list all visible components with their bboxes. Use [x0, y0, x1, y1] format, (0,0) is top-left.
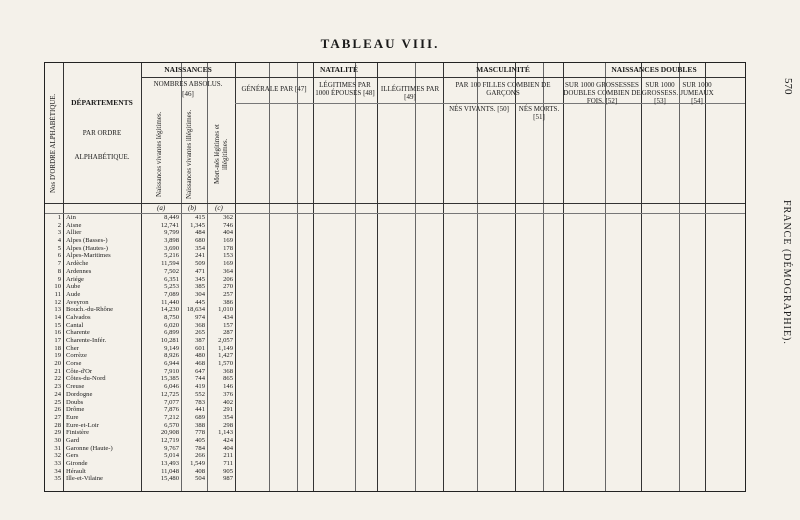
- row-departement: Gers: [66, 452, 79, 460]
- table-row: [45, 452, 745, 460]
- table-row: [45, 445, 745, 453]
- row-index: 18: [54, 344, 61, 352]
- row-index: 10: [54, 283, 61, 291]
- row-departement: Alpes (Basses-): [66, 237, 108, 245]
- row-vivants-legit: 5,216: [164, 252, 179, 260]
- row-vivants-illegit: 405: [195, 436, 205, 444]
- row-vivants-illegit: 1,549: [190, 460, 205, 467]
- row-morts-nes: 987: [223, 475, 233, 483]
- row-vivants-legit: 3,690: [164, 244, 179, 252]
- row-index: 8: [57, 267, 61, 275]
- row-vivants-legit: 12,741: [160, 221, 179, 229]
- table-row: [45, 345, 745, 353]
- row-index: 6: [57, 252, 61, 260]
- row-vivants-illegit: 509: [195, 260, 205, 268]
- row-index: 29: [54, 429, 61, 437]
- index-header: Nos D'ORDRE ALPHABÉTIQUE.: [49, 93, 57, 193]
- row-morts-nes: 178: [223, 244, 233, 252]
- sur-1000-label: SUR 1000 GROSSESSES DOUBLES COMBIEN DE FOIS. [52]: [563, 81, 641, 105]
- row-index: 4: [57, 237, 61, 245]
- row-index: 11: [54, 290, 61, 298]
- row-vivants-illegit: 468: [195, 360, 205, 368]
- row-departement: Charente-Infér.: [66, 337, 107, 344]
- row-vivants-illegit: 680: [195, 237, 205, 245]
- row-morts-nes: 364: [223, 267, 233, 275]
- row-index: 31: [54, 444, 61, 452]
- row-index: 20: [54, 360, 61, 368]
- row-morts-nes: 404: [223, 444, 233, 452]
- row-vivants-illegit: 601: [195, 344, 205, 352]
- row-departement: Cantal: [66, 321, 84, 329]
- alphabetique-label: ALPHABÉTIQUE.: [74, 153, 130, 161]
- row-vivants-legit: 14,230: [160, 306, 179, 314]
- row-vivants-legit: 5,014: [164, 452, 179, 460]
- row-departement: Alpes (Hautes-): [66, 244, 108, 252]
- row-index: 25: [54, 398, 61, 406]
- row-index: 32: [54, 452, 61, 460]
- table-row: [45, 260, 745, 268]
- row-departement: Drôme: [66, 406, 85, 414]
- row-morts-nes: 211: [223, 452, 233, 460]
- table-row: [45, 352, 745, 360]
- row-vivants-illegit: 471: [195, 267, 205, 275]
- row-morts-nes: 206: [223, 275, 233, 283]
- row-morts-nes: 865: [223, 375, 233, 383]
- row-vivants-illegit: 504: [195, 475, 205, 483]
- table-row: [45, 299, 745, 307]
- row-vivants-illegit: 368: [195, 321, 205, 329]
- row-vivants-illegit: 385: [195, 283, 205, 291]
- table-row: [45, 383, 745, 391]
- row-vivants-legit: 6,351: [164, 275, 179, 283]
- row-vivants-legit: 7,212: [164, 413, 179, 421]
- row-morts-nes: 424: [223, 436, 233, 444]
- table-row: [45, 222, 745, 230]
- row-vivants-legit: 3,898: [164, 237, 179, 245]
- row-morts-nes: 257: [223, 290, 233, 298]
- row-vivants-legit: 7,077: [164, 398, 179, 406]
- row-departement: Ille-et-Vilaine: [66, 475, 103, 483]
- row-vivants-illegit: 783: [195, 398, 205, 406]
- row-morts-nes: 298: [223, 421, 233, 429]
- side-title: FRANCE (DÉMOGRAPHIE).: [781, 200, 792, 345]
- page-title: TABLEAU VIII.: [320, 36, 440, 51]
- page-number: 570: [782, 78, 794, 95]
- row-departement: Gironde: [66, 460, 88, 467]
- row-vivants-illegit: 388: [195, 421, 205, 429]
- row-morts-nes: 157: [223, 321, 233, 329]
- row-vivants-legit: 11,048: [161, 467, 179, 475]
- row-morts-nes: 1,143: [218, 429, 233, 437]
- table-row: [45, 306, 745, 314]
- row-vivants-legit: 15,385: [160, 375, 179, 383]
- row-index: 12: [54, 298, 61, 306]
- table-row: [45, 414, 745, 422]
- table-row: [45, 322, 745, 330]
- row-morts-nes: 402: [223, 398, 233, 406]
- row-departement: Aube: [66, 283, 81, 291]
- table-row: [45, 468, 745, 476]
- table-body: [45, 214, 745, 483]
- row-morts-nes: 270: [223, 283, 233, 291]
- table-row: [45, 429, 745, 437]
- row-morts-nes: 362: [223, 214, 233, 221]
- row-departement: Creuse: [66, 383, 85, 391]
- row-morts-nes: 354: [223, 413, 233, 421]
- row-vivants-illegit: 484: [195, 229, 205, 237]
- row-vivants-legit: 6,046: [164, 383, 179, 391]
- vivants-legit-label: Naissances vivantes légitimes.: [155, 111, 163, 197]
- table-row: [45, 391, 745, 399]
- row-departement: Allier: [66, 229, 82, 237]
- row-morts-nes: 1,570: [218, 360, 233, 368]
- table-row: [45, 268, 745, 276]
- row-vivants-illegit: 778: [195, 429, 205, 437]
- par-100-label: PAR 100 FILLES COMBIEN DE GARÇONS: [455, 81, 551, 97]
- table-row: [45, 460, 745, 468]
- morts-nes-label: Mort-nés légitimes et illégitimes.: [213, 124, 229, 184]
- row-vivants-illegit: 441: [195, 406, 205, 414]
- row-vivants-legit: 6,899: [164, 329, 179, 337]
- row-vivants-illegit: 387: [195, 337, 205, 344]
- row-vivants-legit: 6,944: [164, 360, 179, 368]
- row-index: 30: [54, 436, 61, 444]
- table-row: [45, 314, 745, 322]
- row-morts-nes: 711: [223, 460, 233, 467]
- masculinite-header: MASCULINITÉ: [476, 65, 530, 74]
- row-index: 7: [57, 260, 61, 268]
- row-vivants-illegit: 647: [195, 367, 205, 375]
- table-row: [45, 237, 745, 245]
- row-departement: Aisne: [66, 221, 82, 229]
- row-vivants-legit: 5,253: [164, 283, 179, 291]
- row-index: 23: [54, 383, 61, 391]
- row-index: 14: [54, 313, 61, 321]
- row-departement: Côte-d'Or: [66, 367, 93, 375]
- table-row: [45, 291, 745, 299]
- row-index: 28: [54, 421, 61, 429]
- row-vivants-illegit: 415: [195, 214, 205, 221]
- row-index: 22: [54, 375, 61, 383]
- row-morts-nes: 1,427: [218, 352, 233, 360]
- row-vivants-illegit: 241: [195, 252, 205, 260]
- row-vivants-legit: 20,908: [160, 429, 179, 437]
- row-index: 5: [57, 244, 61, 252]
- sur-1000-jumeaux-label: SUR 1000 JUMEAUX [54]: [680, 81, 714, 105]
- table-row: [45, 360, 745, 368]
- vivants-illegit-label: Naissances vivantes illégitimes.: [185, 109, 193, 199]
- row-departement: Dordogne: [66, 390, 93, 398]
- row-vivants-legit: 13,493: [160, 460, 179, 467]
- table-row: [45, 214, 745, 222]
- row-morts-nes: 404: [223, 229, 233, 237]
- row-departement: Gard: [66, 436, 80, 444]
- table-row: [45, 252, 745, 260]
- row-vivants-illegit: 552: [195, 390, 205, 398]
- row-morts-nes: 376: [223, 390, 233, 398]
- row-vivants-illegit: 1,345: [190, 221, 205, 229]
- row-vivants-illegit: 744: [195, 375, 205, 383]
- row-index: 1: [57, 214, 61, 221]
- row-vivants-legit: 8,926: [164, 352, 179, 360]
- row-vivants-illegit: 784: [195, 444, 205, 452]
- row-morts-nes: 1,149: [218, 344, 233, 352]
- row-departement: Garonne (Haute-): [66, 444, 113, 452]
- row-index: 35: [54, 475, 61, 483]
- row-index: 3: [57, 229, 61, 237]
- natalite-header: NATALITÉ: [319, 65, 359, 74]
- table-row: [45, 399, 745, 407]
- row-index: 9: [57, 275, 61, 283]
- row-vivants-legit: 9,767: [164, 444, 179, 452]
- row-vivants-legit: 11,594: [161, 260, 179, 268]
- row-vivants-legit: 6,570: [164, 421, 179, 429]
- row-index: 19: [54, 352, 61, 360]
- row-vivants-illegit: 354: [195, 244, 205, 252]
- table-row: [45, 475, 745, 483]
- row-index: 34: [54, 467, 61, 475]
- row-vivants-legit: 9,799: [164, 229, 179, 237]
- row-morts-nes: 2,057: [218, 337, 233, 344]
- row-vivants-legit: 7,502: [164, 267, 179, 275]
- sur-1000-grossess-label: SUR 1000 GROSSESS. [53]: [641, 81, 679, 105]
- table-row: [45, 406, 745, 414]
- table-row: [45, 329, 745, 337]
- table-row: [45, 368, 745, 376]
- row-vivants-legit: 7,089: [164, 290, 179, 298]
- row-departement: Finistère: [66, 429, 90, 437]
- nes-vivants-label: NÉS VIVANTS. [50]: [449, 105, 509, 113]
- table-row: [45, 245, 745, 253]
- row-vivants-legit: 10,281: [160, 337, 179, 344]
- row-index: 27: [54, 413, 61, 421]
- row-morts-nes: 169: [223, 260, 233, 268]
- naissances-header: NAISSANCES: [164, 65, 212, 74]
- row-vivants-illegit: 266: [195, 452, 205, 460]
- par-ordre-label: PAR ORDRE: [82, 129, 122, 137]
- row-vivants-illegit: 345: [195, 275, 205, 283]
- row-departement: Corrèze: [66, 352, 87, 360]
- row-morts-nes: 287: [223, 329, 233, 337]
- row-departement: Eure-et-Loir: [66, 421, 99, 429]
- nes-morts-label: NÉS MORTS. [51]: [518, 105, 560, 121]
- illegitimes-label: ILLÉGITIMES PAR [49]: [380, 85, 440, 101]
- row-morts-nes: 291: [223, 406, 233, 414]
- row-vivants-legit: 12,725: [160, 390, 179, 398]
- row-departement: Ariége: [66, 275, 84, 283]
- row-vivants-legit: 7,876: [164, 406, 179, 414]
- col-b: (b): [188, 204, 197, 212]
- row-morts-nes: 169: [223, 237, 233, 245]
- row-index: 33: [54, 460, 61, 467]
- table-row: [45, 276, 745, 284]
- row-vivants-illegit: 974: [195, 313, 205, 321]
- row-departement: Ardèche: [66, 260, 89, 268]
- row-index: 21: [54, 367, 61, 375]
- row-vivants-illegit: 419: [195, 383, 205, 391]
- nombres-absolus-label: NOMBRES ABSOLUS.: [153, 80, 223, 88]
- row-morts-nes: 434: [223, 313, 233, 321]
- row-departement: Aveyron: [66, 298, 89, 306]
- table-row: [45, 229, 745, 237]
- row-vivants-legit: 8,750: [164, 313, 179, 321]
- row-departement: Charente: [66, 329, 90, 337]
- ref-46: [46]: [182, 90, 194, 98]
- row-departement: Doubs: [66, 398, 84, 406]
- row-morts-nes: 1,010: [218, 306, 233, 314]
- row-departement: Hérault: [66, 467, 86, 475]
- table-row: [45, 283, 745, 291]
- row-departement: Calvados: [66, 313, 91, 321]
- row-vivants-legit: 12,719: [160, 436, 179, 444]
- row-vivants-legit: 8,449: [164, 214, 179, 221]
- row-morts-nes: 153: [223, 252, 233, 260]
- row-vivants-illegit: 689: [195, 413, 205, 421]
- row-index: 15: [54, 321, 61, 329]
- row-vivants-illegit: 304: [195, 290, 205, 298]
- row-vivants-legit: 11,440: [161, 298, 179, 306]
- row-vivants-legit: 15,480: [160, 475, 179, 483]
- table-row: [45, 422, 745, 430]
- row-index: 26: [54, 406, 61, 414]
- row-morts-nes: 368: [223, 367, 233, 375]
- col-a: (a): [157, 204, 166, 212]
- row-vivants-illegit: 445: [195, 298, 205, 306]
- row-morts-nes: 905: [223, 467, 233, 475]
- row-departement: Côtes-du-Nord: [66, 375, 106, 383]
- legitimes-label: LÉGITIMES PAR 1000 ÉPOUSES [48]: [315, 81, 375, 97]
- departements-header: DÉPARTEMENTS: [71, 98, 133, 107]
- row-departement: Aude: [66, 290, 81, 298]
- row-morts-nes: 746: [223, 221, 233, 229]
- row-departement: Ardennes: [66, 267, 92, 275]
- row-index: 17: [54, 337, 61, 344]
- row-morts-nes: 146: [223, 383, 233, 391]
- row-index: 13: [54, 306, 61, 314]
- row-morts-nes: 386: [223, 298, 233, 306]
- row-departement: Corse: [66, 360, 82, 368]
- row-departement: Cher: [66, 344, 79, 352]
- row-vivants-illegit: 18,634: [186, 306, 205, 314]
- row-vivants-legit: 9,149: [164, 344, 179, 352]
- row-vivants-legit: 7,910: [164, 367, 179, 375]
- row-departement: Bouch.-du-Rhône: [66, 306, 114, 314]
- generale-label: GÉNÉRALE PAR [47]: [241, 85, 307, 93]
- col-c: (c): [215, 204, 223, 212]
- row-index: 16: [54, 329, 61, 337]
- row-vivants-illegit: 480: [195, 352, 205, 360]
- naissances-doubles-header: NAISSANCES DOUBLES: [611, 65, 697, 74]
- row-vivants-illegit: 408: [195, 467, 205, 475]
- row-departement: Ain: [66, 214, 76, 221]
- row-index: 2: [57, 221, 61, 229]
- table-row: [45, 337, 745, 345]
- row-vivants-illegit: 265: [195, 329, 205, 337]
- row-vivants-legit: 6,020: [164, 321, 179, 329]
- table-row: [45, 437, 745, 445]
- data-table: [44, 62, 746, 492]
- row-departement: Alpes-Maritimes: [66, 252, 111, 260]
- table-row: [45, 375, 745, 383]
- row-departement: Eure: [66, 413, 79, 421]
- row-index: 24: [54, 390, 61, 398]
